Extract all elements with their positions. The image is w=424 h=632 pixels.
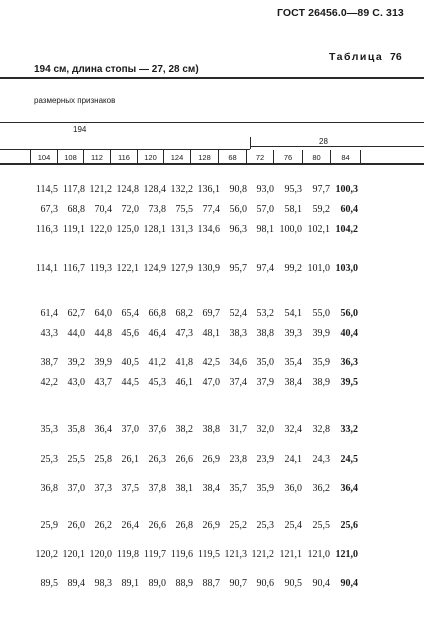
table-cell: 128,1 xyxy=(143,224,166,235)
table-cell: 70,4 xyxy=(94,204,112,215)
table-cell: 35,7 xyxy=(229,483,247,494)
table-cell: 132,2 xyxy=(170,184,193,195)
table-cell: 56,0 xyxy=(229,204,247,215)
column-header: 68 xyxy=(228,153,237,162)
table-cell: 38,2 xyxy=(175,424,193,435)
table-cell: 42,2 xyxy=(40,377,58,388)
column-header: 80 xyxy=(312,153,321,162)
table-cell: 119,3 xyxy=(89,263,112,274)
table-cell: 120,0 xyxy=(89,549,112,560)
table-cell: 26,3 xyxy=(148,454,166,465)
table-cell: 45,6 xyxy=(121,328,139,339)
table-cell: 65,4 xyxy=(121,308,139,319)
table-cell: 46,1 xyxy=(175,377,193,388)
column-divider xyxy=(137,150,138,163)
table-cell: 38,9 xyxy=(312,377,330,388)
column-header: 84 xyxy=(341,153,350,162)
group-vertical-divider xyxy=(250,137,251,149)
table-cell: 68,2 xyxy=(175,308,193,319)
table-cell: 68,8 xyxy=(67,204,85,215)
table-cell: 73,8 xyxy=(148,204,166,215)
table-cell: 72,0 xyxy=(121,204,139,215)
table-caption: 194 см, длина стопы — 27, 28 см) xyxy=(34,64,199,75)
table-cell: 120,1 xyxy=(62,549,85,560)
table-cell: 52,4 xyxy=(229,308,247,319)
table-cell: 125,0 xyxy=(116,224,139,235)
table-cell: 23,9 xyxy=(256,454,274,465)
table-cell: 116,3 xyxy=(35,224,58,235)
table-cell: 36,4 xyxy=(340,483,358,494)
table-cell: 59,2 xyxy=(312,204,330,215)
table-cell: 39,5 xyxy=(340,377,358,388)
table-cell: 35,9 xyxy=(256,483,274,494)
table-cell: 25,5 xyxy=(312,520,330,531)
table-cell: 134,6 xyxy=(197,224,220,235)
column-divider xyxy=(110,150,111,163)
table-cell: 37,5 xyxy=(121,483,139,494)
table-cell: 90,4 xyxy=(340,578,358,589)
table-cell: 26,6 xyxy=(148,520,166,531)
table-cell: 121,0 xyxy=(307,549,330,560)
table-cell: 44,8 xyxy=(94,328,112,339)
table-cell: 77,4 xyxy=(202,204,220,215)
group-label-height: 194 xyxy=(73,125,87,134)
table-cell: 24,1 xyxy=(284,454,302,465)
table-cell: 69,7 xyxy=(202,308,220,319)
table-cell: 32,4 xyxy=(284,424,302,435)
table-cell: 25,6 xyxy=(340,520,358,531)
table-cell: 122,1 xyxy=(116,263,139,274)
table-cell: 25,3 xyxy=(40,454,58,465)
table-cell: 43,7 xyxy=(94,377,112,388)
table-cell: 38,8 xyxy=(256,328,274,339)
table-cell: 67,3 xyxy=(40,204,58,215)
table-cell: 53,2 xyxy=(256,308,274,319)
table-cell: 121,2 xyxy=(251,549,274,560)
table-cell: 104,2 xyxy=(335,224,358,235)
table-cell: 41,8 xyxy=(175,357,193,368)
table-cell: 124,8 xyxy=(116,184,139,195)
table-cell: 37,9 xyxy=(256,377,274,388)
table-cell: 48,1 xyxy=(202,328,220,339)
table-cell: 37,0 xyxy=(67,483,85,494)
group-divider-rule xyxy=(250,146,424,147)
column-divider xyxy=(330,150,331,163)
table-cell: 120,2 xyxy=(35,549,58,560)
table-cell: 100,3 xyxy=(335,184,358,195)
table-cell: 38,4 xyxy=(202,483,220,494)
table-cell: 26,9 xyxy=(202,454,220,465)
table-cell: 37,8 xyxy=(148,483,166,494)
column-divider xyxy=(190,150,191,163)
table-cell: 60,4 xyxy=(340,204,358,215)
table-cell: 40,4 xyxy=(340,328,358,339)
table-cell: 26,8 xyxy=(175,520,193,531)
table-cell: 37,4 xyxy=(229,377,247,388)
table-cell: 90,7 xyxy=(229,578,247,589)
table-cell: 36,8 xyxy=(40,483,58,494)
table-cell: 122,0 xyxy=(89,224,112,235)
table-cell: 90,6 xyxy=(256,578,274,589)
group-divider-rule-left xyxy=(0,149,250,150)
column-divider xyxy=(302,150,303,163)
table-cell: 97,4 xyxy=(256,263,274,274)
table-cell: 32,8 xyxy=(312,424,330,435)
table-cell: 42,5 xyxy=(202,357,220,368)
table-cell: 26,6 xyxy=(175,454,193,465)
table-cell: 44,0 xyxy=(67,328,85,339)
table-cell: 36,0 xyxy=(284,483,302,494)
table-cell: 114,1 xyxy=(35,263,58,274)
table-cell: 57,0 xyxy=(256,204,274,215)
table-cell: 26,0 xyxy=(67,520,85,531)
column-header: 120 xyxy=(144,153,157,162)
table-cell: 100,0 xyxy=(279,224,302,235)
column-header: 116 xyxy=(118,153,130,162)
table-subcaption: размерных признаков xyxy=(34,96,116,105)
column-divider xyxy=(57,150,58,163)
table-cell: 124,9 xyxy=(143,263,166,274)
table-cell: 35,8 xyxy=(67,424,85,435)
table-cell: 136,1 xyxy=(197,184,220,195)
table-cell: 46,4 xyxy=(148,328,166,339)
table-cell: 89,1 xyxy=(121,578,139,589)
table-cell: 25,4 xyxy=(284,520,302,531)
table-cell: 47,0 xyxy=(202,377,220,388)
table-cell: 117,8 xyxy=(62,184,85,195)
table-cell: 121,3 xyxy=(224,549,247,560)
column-header: 104 xyxy=(37,153,51,162)
table-cell: 56,0 xyxy=(340,308,358,319)
table-cell: 119,6 xyxy=(170,549,193,560)
table-cell: 64,0 xyxy=(94,308,112,319)
table-cell: 25,8 xyxy=(94,454,112,465)
table-cell: 54,1 xyxy=(284,308,302,319)
table-cell: 39,9 xyxy=(94,357,112,368)
table-cell: 98,3 xyxy=(94,578,112,589)
table-cell: 35,3 xyxy=(40,424,58,435)
table-cell: 97,7 xyxy=(312,184,330,195)
table-cell: 36,3 xyxy=(340,357,358,368)
column-header: 128 xyxy=(198,153,211,162)
table-cell: 88,9 xyxy=(175,578,193,589)
table-cell: 99,2 xyxy=(284,263,302,274)
table-cell: 127,9 xyxy=(170,263,193,274)
table-cell: 62,7 xyxy=(67,308,85,319)
table-label: Таблица xyxy=(329,51,384,63)
table-cell: 119,5 xyxy=(197,549,220,560)
table-cell: 41,2 xyxy=(148,357,166,368)
table-cell: 36,2 xyxy=(312,483,330,494)
table-cell: 35,0 xyxy=(256,357,274,368)
table-cell: 44,5 xyxy=(121,377,139,388)
table-cell: 89,5 xyxy=(40,578,58,589)
table-cell: 39,3 xyxy=(284,328,302,339)
group-label-foot: 28 xyxy=(319,137,328,146)
table-cell: 24,5 xyxy=(340,454,358,465)
table-cell: 96,3 xyxy=(229,224,247,235)
table-cell: 95,7 xyxy=(229,263,247,274)
table-cell: 25,2 xyxy=(229,520,247,531)
table-cell: 90,4 xyxy=(312,578,330,589)
table-cell: 38,1 xyxy=(175,483,193,494)
table-cell: 25,5 xyxy=(67,454,85,465)
table-cell: 58,1 xyxy=(284,204,302,215)
table-cell: 36,4 xyxy=(94,424,112,435)
table-cell: 88,7 xyxy=(202,578,220,589)
table-cell: 47,3 xyxy=(175,328,193,339)
table-cell: 39,2 xyxy=(67,357,85,368)
table-cell: 25,9 xyxy=(40,520,58,531)
table-cell: 116,7 xyxy=(62,263,85,274)
table-cell: 39,9 xyxy=(312,328,330,339)
table-cell: 23,8 xyxy=(229,454,247,465)
table-cell: 26,1 xyxy=(121,454,139,465)
table-cell: 103,0 xyxy=(335,263,358,274)
table-cell: 90,8 xyxy=(229,184,247,195)
table-cell: 38,7 xyxy=(40,357,58,368)
table-cell: 119,7 xyxy=(143,549,166,560)
table-cell: 128,4 xyxy=(143,184,166,195)
table-cell: 95,3 xyxy=(284,184,302,195)
table-cell: 121,0 xyxy=(335,549,358,560)
table-cell: 43,0 xyxy=(67,377,85,388)
column-divider xyxy=(273,150,274,163)
column-header: 112 xyxy=(91,153,103,162)
table-cell: 119,1 xyxy=(62,224,85,235)
table-cell: 131,3 xyxy=(170,224,193,235)
table-cell: 26,4 xyxy=(121,520,139,531)
table-cell: 34,6 xyxy=(229,357,247,368)
table-cell: 40,5 xyxy=(121,357,139,368)
caption-rule xyxy=(0,77,424,79)
table-cell: 24,3 xyxy=(312,454,330,465)
table-cell: 38,4 xyxy=(284,377,302,388)
table-cell: 102,1 xyxy=(307,224,330,235)
column-divider xyxy=(30,150,31,163)
column-divider xyxy=(163,150,164,163)
table-cell: 32,0 xyxy=(256,424,274,435)
column-divider xyxy=(218,150,219,163)
table-cell: 101,0 xyxy=(307,263,330,274)
table-cell: 121,1 xyxy=(279,549,302,560)
table-cell: 35,4 xyxy=(284,357,302,368)
table-cell: 25,3 xyxy=(256,520,274,531)
table-cell: 43,3 xyxy=(40,328,58,339)
table-cell: 55,0 xyxy=(312,308,330,319)
table-cell: 98,1 xyxy=(256,224,274,235)
table-cell: 114,5 xyxy=(35,184,58,195)
table-cell: 90,5 xyxy=(284,578,302,589)
table-cell: 37,6 xyxy=(148,424,166,435)
table-cell: 38,3 xyxy=(229,328,247,339)
table-cell: 45,3 xyxy=(148,377,166,388)
header-top-rule xyxy=(0,122,424,123)
table-cell: 130,9 xyxy=(197,263,220,274)
table-cell: 37,0 xyxy=(121,424,139,435)
table-cell: 75,5 xyxy=(175,204,193,215)
column-header: 76 xyxy=(283,153,293,162)
table-cell: 26,9 xyxy=(202,520,220,531)
column-divider xyxy=(360,150,361,163)
table-cell: 26,2 xyxy=(94,520,112,531)
table-cell: 31,7 xyxy=(229,424,247,435)
table-cell: 121,2 xyxy=(89,184,112,195)
document-reference: ГОСТ 26456.0—89 С. 313 xyxy=(277,7,404,19)
table-cell: 37,3 xyxy=(94,483,112,494)
table-cell: 33,2 xyxy=(340,424,358,435)
column-divider xyxy=(246,150,247,163)
table-cell: 93,0 xyxy=(256,184,274,195)
table-cell: 119,8 xyxy=(116,549,139,560)
column-header: 124 xyxy=(170,153,184,162)
table-cell: 89,4 xyxy=(67,578,85,589)
table-cell: 61,4 xyxy=(40,308,58,319)
column-header: 72 xyxy=(255,153,265,162)
table-cell: 35,9 xyxy=(312,357,330,368)
column-divider xyxy=(83,150,84,163)
table-cell: 89,0 xyxy=(148,578,166,589)
table-cell: 66,8 xyxy=(148,308,166,319)
table-cell: 38,8 xyxy=(202,424,220,435)
table-number: 76 xyxy=(390,51,402,63)
column-header: 108 xyxy=(64,153,77,162)
header-bottom-rule xyxy=(0,163,424,165)
